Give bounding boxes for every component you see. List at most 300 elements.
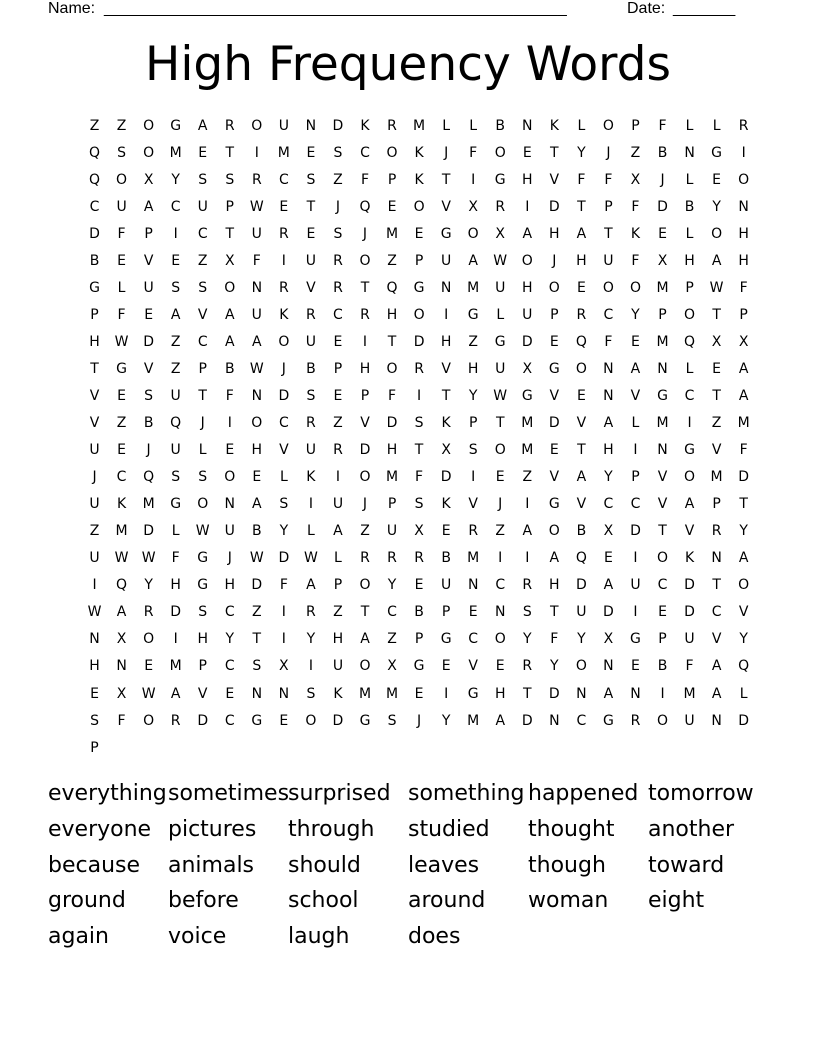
grid-letter[interactable]: A <box>197 117 208 134</box>
grid-letter[interactable]: A <box>306 577 316 594</box>
grid-letter[interactable]: W <box>493 387 508 404</box>
grid-letter[interactable]: B <box>495 117 506 134</box>
grid-letter[interactable]: M <box>277 144 290 161</box>
grid-letter[interactable]: Z <box>387 252 397 269</box>
grid-letter[interactable]: I <box>335 469 341 486</box>
grid-letter[interactable]: E <box>576 387 586 404</box>
grid-letter[interactable]: P <box>333 577 343 594</box>
grid-letter[interactable]: F <box>685 658 694 675</box>
grid-letter[interactable]: N <box>251 279 263 296</box>
grid-letter[interactable]: B <box>89 252 100 269</box>
grid-letter[interactable]: X <box>657 252 668 269</box>
grid-letter[interactable]: M <box>169 658 182 675</box>
grid-letter[interactable]: G <box>494 171 506 188</box>
grid-letter[interactable]: D <box>548 198 560 215</box>
grid-letter[interactable]: D <box>332 117 344 134</box>
grid-letter[interactable]: C <box>576 712 587 729</box>
grid-letter[interactable]: U <box>89 496 100 513</box>
grid-letter[interactable]: A <box>170 685 181 702</box>
grid-letter[interactable]: U <box>332 496 344 513</box>
grid-letter[interactable]: E <box>576 279 586 296</box>
grid-letter[interactable]: V <box>89 387 100 404</box>
grid-letter[interactable]: C <box>278 171 289 188</box>
grid-letter[interactable]: Y <box>306 631 316 648</box>
grid-letter[interactable]: T <box>414 442 424 459</box>
grid-letter[interactable]: Q <box>359 198 371 215</box>
grid-letter[interactable]: A <box>224 333 235 350</box>
grid-letter[interactable]: O <box>197 496 209 513</box>
grid-letter[interactable]: S <box>198 469 208 486</box>
grid-letter[interactable]: I <box>417 387 422 404</box>
grid-letter[interactable]: N <box>494 604 506 621</box>
grid-letter[interactable]: K <box>441 415 451 432</box>
grid-letter[interactable]: U <box>251 225 262 242</box>
grid-letter[interactable]: F <box>225 387 234 404</box>
grid-letter[interactable]: R <box>522 577 533 594</box>
grid-letter[interactable]: D <box>332 712 344 729</box>
grid-letter[interactable]: T <box>360 604 370 621</box>
grid-letter[interactable]: G <box>413 658 425 675</box>
grid-letter[interactable]: G <box>440 225 452 242</box>
grid-letter[interactable]: O <box>521 252 533 269</box>
grid-letter[interactable]: Z <box>333 171 343 188</box>
grid-letter[interactable]: R <box>630 712 641 729</box>
grid-letter[interactable]: H <box>603 442 614 459</box>
grid-letter[interactable]: Z <box>495 523 506 540</box>
grid-letter[interactable]: R <box>333 252 343 269</box>
grid-letter[interactable]: M <box>467 712 480 729</box>
grid-letter[interactable]: U <box>251 306 262 323</box>
grid-letter[interactable]: S <box>306 685 316 702</box>
grid-letter[interactable]: O <box>224 469 236 486</box>
grid-letter[interactable]: O <box>386 360 398 377</box>
grid-letter[interactable]: O <box>251 117 263 134</box>
grid-letter[interactable]: G <box>413 279 425 296</box>
grid-letter[interactable]: N <box>116 658 127 675</box>
grid-letter[interactable]: G <box>116 360 127 377</box>
grid-letter[interactable]: W <box>114 333 129 350</box>
grid-letter[interactable]: O <box>143 712 155 729</box>
grid-letter[interactable]: I <box>525 496 530 513</box>
grid-letter[interactable]: U <box>441 577 452 594</box>
grid-letter[interactable]: A <box>711 658 722 675</box>
grid-letter[interactable]: S <box>171 279 181 296</box>
grid-letter[interactable]: I <box>308 496 313 513</box>
grid-letter[interactable]: M <box>467 550 480 567</box>
grid-letter[interactable]: V <box>468 658 478 675</box>
grid-letter[interactable]: Z <box>116 415 127 432</box>
grid-letter[interactable]: C <box>116 469 127 486</box>
grid-letter[interactable]: Y <box>550 658 559 675</box>
grid-letter[interactable]: K <box>414 144 424 161</box>
grid-letter[interactable]: T <box>387 333 397 350</box>
grid-letter[interactable]: I <box>92 577 97 594</box>
grid-letter[interactable]: E <box>468 604 478 621</box>
grid-letter[interactable]: O <box>386 144 398 161</box>
grid-letter[interactable]: Z <box>197 252 208 269</box>
grid-letter[interactable]: F <box>469 144 478 161</box>
grid-letter[interactable]: N <box>251 685 263 702</box>
grid-letter[interactable]: B <box>657 658 668 675</box>
grid-letter[interactable]: S <box>279 496 289 513</box>
grid-letter[interactable]: D <box>521 712 533 729</box>
grid-letter[interactable]: Y <box>739 523 748 540</box>
grid-letter[interactable]: Z <box>170 360 181 377</box>
grid-letter[interactable]: U <box>522 306 533 323</box>
grid-letter[interactable]: T <box>90 360 99 377</box>
grid-letter[interactable]: J <box>200 415 205 432</box>
grid-letter[interactable]: S <box>306 171 316 188</box>
grid-letter[interactable]: G <box>494 333 506 350</box>
grid-letter[interactable]: P <box>441 604 451 621</box>
grid-letter[interactable]: N <box>603 387 614 404</box>
grid-letter[interactable]: U <box>89 442 100 459</box>
grid-letter[interactable]: X <box>522 360 533 377</box>
grid-letter[interactable]: R <box>387 117 397 134</box>
grid-letter[interactable]: Q <box>89 144 101 161</box>
grid-letter[interactable]: U <box>305 252 317 269</box>
grid-letter[interactable]: I <box>687 415 692 432</box>
grid-letter[interactable]: S <box>414 496 424 513</box>
grid-letter[interactable]: M <box>169 144 182 161</box>
grid-letter[interactable]: S <box>387 712 397 729</box>
grid-letter[interactable]: O <box>494 144 506 161</box>
grid-letter[interactable]: E <box>549 333 559 350</box>
grid-letter[interactable]: Z <box>522 469 533 486</box>
grid-letter[interactable]: T <box>712 387 721 404</box>
grid-letter[interactable]: D <box>197 712 209 729</box>
grid-letter[interactable]: V <box>468 496 478 513</box>
grid-letter[interactable]: T <box>522 685 532 702</box>
grid-letter[interactable]: A <box>360 631 370 648</box>
grid-letter[interactable]: X <box>603 523 614 540</box>
grid-letter[interactable]: F <box>117 225 126 242</box>
grid-letter[interactable]: D <box>143 333 154 350</box>
grid-letter[interactable]: D <box>440 469 452 486</box>
grid-letter[interactable]: E <box>495 469 505 486</box>
grid-letter[interactable]: S <box>144 387 154 404</box>
grid-letter[interactable]: R <box>143 604 154 621</box>
grid-letter[interactable]: D <box>278 387 290 404</box>
grid-letter[interactable]: O <box>494 442 506 459</box>
grid-letter[interactable]: K <box>116 496 127 513</box>
grid-letter[interactable]: Q <box>575 550 587 567</box>
grid-letter[interactable]: U <box>684 631 695 648</box>
grid-letter[interactable]: P <box>90 739 99 756</box>
grid-letter[interactable]: G <box>251 712 263 729</box>
grid-letter[interactable]: Y <box>712 198 721 215</box>
grid-letter[interactable]: L <box>685 117 694 134</box>
grid-letter[interactable]: Y <box>577 631 586 648</box>
grid-letter[interactable]: L <box>577 117 586 134</box>
grid-letter[interactable]: K <box>279 306 289 323</box>
grid-letter[interactable]: C <box>224 604 235 621</box>
grid-letter[interactable]: H <box>197 631 208 648</box>
grid-letter[interactable]: U <box>603 252 614 269</box>
grid-letter[interactable]: T <box>577 442 586 459</box>
grid-letter[interactable]: X <box>116 631 127 648</box>
grid-letter[interactable]: G <box>359 712 371 729</box>
grid-letter[interactable]: B <box>224 360 235 377</box>
grid-letter[interactable]: F <box>739 442 748 459</box>
grid-letter[interactable]: R <box>170 712 181 729</box>
grid-letter[interactable]: X <box>116 685 127 702</box>
grid-letter[interactable]: A <box>738 387 749 404</box>
grid-letter[interactable]: F <box>631 252 640 269</box>
grid-letter[interactable]: Z <box>360 523 370 540</box>
grid-letter[interactable]: G <box>440 631 452 648</box>
grid-letter[interactable]: P <box>144 225 153 242</box>
grid-letter[interactable]: Q <box>575 333 587 350</box>
grid-letter[interactable]: R <box>278 225 289 242</box>
grid-letter[interactable]: D <box>386 415 398 432</box>
grid-letter[interactable]: M <box>385 685 399 702</box>
grid-letter[interactable]: V <box>549 171 560 188</box>
grid-letter[interactable]: L <box>712 117 721 134</box>
grid-letter[interactable]: S <box>225 171 235 188</box>
grid-letter[interactable]: E <box>603 550 613 567</box>
grid-letter[interactable]: I <box>362 333 368 350</box>
grid-letter[interactable]: P <box>198 360 207 377</box>
grid-letter[interactable]: N <box>711 712 722 729</box>
grid-letter[interactable]: E <box>171 252 181 269</box>
grid-letter[interactable]: C <box>224 712 235 729</box>
grid-letter[interactable]: R <box>306 604 316 621</box>
grid-letter[interactable]: Y <box>577 144 586 161</box>
grid-letter[interactable]: V <box>684 523 695 540</box>
grid-letter[interactable]: S <box>468 442 478 459</box>
grid-letter[interactable]: Q <box>89 171 101 188</box>
grid-letter[interactable]: E <box>414 577 424 594</box>
grid-letter[interactable]: E <box>549 442 559 459</box>
grid-letter[interactable]: T <box>739 496 748 513</box>
grid-letter[interactable]: E <box>658 225 667 242</box>
grid-letter[interactable]: U <box>441 252 452 269</box>
grid-letter[interactable]: Y <box>441 712 451 729</box>
grid-letter[interactable]: V <box>711 631 722 648</box>
grid-letter[interactable]: F <box>171 550 180 567</box>
grid-letter[interactable]: W <box>114 550 129 567</box>
grid-letter[interactable]: V <box>279 442 289 459</box>
grid-letter[interactable]: B <box>657 144 668 161</box>
grid-letter[interactable]: C <box>603 496 614 513</box>
grid-letter[interactable]: V <box>657 469 668 486</box>
grid-letter[interactable]: B <box>306 360 316 377</box>
grid-letter[interactable]: O <box>738 577 750 594</box>
grid-letter[interactable]: Z <box>387 631 397 648</box>
grid-letter[interactable]: S <box>414 415 424 432</box>
grid-letter[interactable]: A <box>252 333 262 350</box>
grid-letter[interactable]: Z <box>252 604 262 621</box>
grid-letter[interactable]: N <box>467 577 479 594</box>
grid-letter[interactable]: J <box>92 469 97 486</box>
grid-letter[interactable]: P <box>658 631 667 648</box>
grid-letter[interactable]: S <box>117 144 127 161</box>
grid-letter[interactable]: N <box>684 144 695 161</box>
grid-letter[interactable]: X <box>414 523 424 540</box>
grid-letter[interactable]: K <box>684 550 695 567</box>
grid-letter[interactable]: U <box>495 279 506 296</box>
grid-letter[interactable]: N <box>711 550 722 567</box>
grid-letter[interactable]: I <box>281 252 286 269</box>
grid-letter[interactable]: R <box>495 198 506 215</box>
grid-letter[interactable]: E <box>387 198 397 215</box>
grid-letter[interactable]: B <box>576 523 587 540</box>
grid-letter[interactable]: L <box>685 225 694 242</box>
grid-letter[interactable]: Y <box>739 631 748 648</box>
grid-letter[interactable]: R <box>414 550 424 567</box>
grid-letter[interactable]: V <box>549 469 560 486</box>
grid-letter[interactable]: V <box>630 387 641 404</box>
grid-letter[interactable]: V <box>197 306 208 323</box>
grid-letter[interactable]: V <box>143 252 154 269</box>
grid-letter[interactable]: E <box>225 442 235 459</box>
grid-letter[interactable]: Z <box>89 117 100 134</box>
grid-letter[interactable]: H <box>738 252 749 269</box>
grid-letter[interactable]: A <box>252 496 262 513</box>
grid-letter[interactable]: R <box>306 415 316 432</box>
grid-letter[interactable]: Y <box>279 523 289 540</box>
grid-letter[interactable]: T <box>658 523 667 540</box>
grid-letter[interactable]: F <box>631 198 640 215</box>
grid-letter[interactable]: O <box>575 360 587 377</box>
grid-letter[interactable]: M <box>413 117 426 134</box>
grid-letter[interactable]: J <box>444 144 449 161</box>
grid-letter[interactable]: H <box>251 442 263 459</box>
grid-letter[interactable]: D <box>89 225 100 242</box>
grid-letter[interactable]: M <box>683 685 696 702</box>
grid-letter[interactable]: O <box>711 225 723 242</box>
grid-letter[interactable]: H <box>170 577 181 594</box>
grid-letter[interactable]: R <box>522 658 533 675</box>
grid-letter[interactable]: W <box>141 550 156 567</box>
grid-letter[interactable]: P <box>550 306 559 323</box>
grid-letter[interactable]: H <box>467 360 479 377</box>
grid-letter[interactable]: J <box>362 496 368 513</box>
grid-letter[interactable]: C <box>360 144 370 161</box>
grid-letter[interactable]: T <box>306 198 316 215</box>
grid-letter[interactable]: P <box>604 198 613 215</box>
grid-letter[interactable]: A <box>522 225 533 242</box>
grid-letter[interactable]: P <box>631 117 640 134</box>
grid-letter[interactable]: E <box>414 685 424 702</box>
grid-letter[interactable]: M <box>115 523 128 540</box>
grid-letter[interactable]: P <box>387 171 397 188</box>
grid-letter[interactable]: E <box>144 658 154 675</box>
grid-letter[interactable]: G <box>467 685 479 702</box>
grid-letter[interactable]: E <box>90 685 99 702</box>
grid-letter[interactable]: X <box>711 333 722 350</box>
date-field-line[interactable]: _______ <box>673 0 736 17</box>
grid-letter[interactable]: F <box>117 712 126 729</box>
grid-letter[interactable]: D <box>251 577 263 594</box>
grid-letter[interactable]: M <box>142 496 155 513</box>
grid-letter[interactable]: S <box>252 658 262 675</box>
grid-letter[interactable]: O <box>116 171 128 188</box>
grid-letter[interactable]: X <box>224 252 235 269</box>
grid-letter[interactable]: J <box>660 171 665 188</box>
grid-letter[interactable]: O <box>359 577 371 594</box>
grid-letter[interactable]: O <box>359 658 371 675</box>
grid-letter[interactable]: N <box>549 712 560 729</box>
grid-letter[interactable]: F <box>577 171 586 188</box>
grid-letter[interactable]: P <box>712 496 721 513</box>
grid-letter[interactable]: T <box>712 577 721 594</box>
grid-letter[interactable]: E <box>117 252 126 269</box>
grid-letter[interactable]: O <box>143 631 155 648</box>
grid-letter[interactable]: R <box>576 306 587 323</box>
grid-letter[interactable]: T <box>252 631 262 648</box>
grid-letter[interactable]: Z <box>333 415 343 432</box>
grid-letter[interactable]: D <box>278 550 290 567</box>
grid-letter[interactable]: D <box>603 604 614 621</box>
grid-letter[interactable]: S <box>522 604 532 621</box>
grid-letter[interactable]: F <box>415 469 424 486</box>
grid-letter[interactable]: H <box>549 577 560 594</box>
grid-letter[interactable]: W <box>195 523 210 540</box>
grid-letter[interactable]: W <box>303 550 318 567</box>
grid-letter[interactable]: V <box>657 496 668 513</box>
grid-letter[interactable]: M <box>358 685 372 702</box>
grid-letter[interactable]: N <box>251 387 263 404</box>
grid-letter[interactable]: Z <box>333 604 343 621</box>
grid-letter[interactable]: F <box>252 252 261 269</box>
grid-letter[interactable]: P <box>631 469 640 486</box>
grid-letter[interactable]: W <box>141 685 156 702</box>
grid-letter[interactable]: O <box>494 631 506 648</box>
grid-letter[interactable]: M <box>656 415 669 432</box>
grid-letter[interactable]: D <box>548 685 560 702</box>
grid-letter[interactable]: T <box>225 225 235 242</box>
grid-letter[interactable]: E <box>225 685 235 702</box>
grid-letter[interactable]: V <box>576 415 587 432</box>
grid-letter[interactable]: K <box>414 171 424 188</box>
grid-letter[interactable]: Q <box>116 577 128 594</box>
grid-letter[interactable]: N <box>576 685 587 702</box>
grid-letter[interactable]: D <box>738 469 750 486</box>
grid-letter[interactable]: R <box>251 171 262 188</box>
grid-letter[interactable]: C <box>197 225 208 242</box>
grid-letter[interactable]: E <box>333 333 343 350</box>
grid-letter[interactable]: G <box>711 144 723 161</box>
grid-letter[interactable]: E <box>279 198 289 215</box>
grid-letter[interactable]: R <box>711 523 722 540</box>
grid-letter[interactable]: E <box>712 360 722 377</box>
grid-letter[interactable]: Q <box>386 279 398 296</box>
grid-letter[interactable]: Y <box>387 577 397 594</box>
grid-letter[interactable]: H <box>89 658 100 675</box>
grid-letter[interactable]: D <box>657 198 668 215</box>
grid-letter[interactable]: S <box>333 225 343 242</box>
grid-letter[interactable]: T <box>225 144 235 161</box>
grid-letter[interactable]: V <box>306 279 316 296</box>
grid-letter[interactable]: G <box>197 577 209 594</box>
grid-letter[interactable]: X <box>441 442 451 459</box>
grid-letter[interactable]: J <box>552 252 557 269</box>
grid-letter[interactable]: W <box>249 198 264 215</box>
grid-letter[interactable]: C <box>89 198 100 215</box>
grid-letter[interactable]: F <box>117 306 126 323</box>
grid-letter[interactable]: I <box>525 550 530 567</box>
grid-letter[interactable]: Q <box>143 469 155 486</box>
grid-letter[interactable]: D <box>684 577 695 594</box>
grid-letter[interactable]: S <box>306 387 316 404</box>
grid-letter[interactable]: V <box>576 496 587 513</box>
grid-letter[interactable]: V <box>738 604 749 621</box>
grid-letter[interactable]: O <box>684 469 696 486</box>
grid-letter[interactable]: T <box>198 387 207 404</box>
grid-letter[interactable]: N <box>224 496 235 513</box>
